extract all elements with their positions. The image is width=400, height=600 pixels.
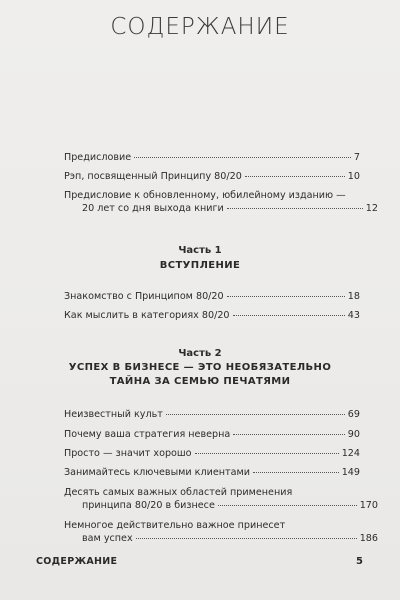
toc-entry-simple-is-good[interactable] [64, 447, 360, 460]
toc-entry-page: 170 [359, 500, 378, 511]
running-footer: СОДЕРЖАНИЕ [36, 556, 118, 567]
toc-entry-page: 124 [341, 448, 360, 459]
toc-entry-label: Десять самых важных областей применения [64, 487, 293, 498]
dot-leader [245, 176, 345, 177]
page-number: 5 [356, 556, 363, 567]
toc-entry-page: 12 [365, 203, 378, 214]
dot-leader [253, 472, 339, 473]
toc-entry-label: Как мыслить в категориях 80/20 [64, 310, 230, 321]
part-2-title-line-2: ТАЙНА ЗА СЕМЬЮ ПЕЧАТЯМИ [109, 376, 291, 387]
toc-entry-page: 18 [347, 291, 360, 302]
part-1-label: Часть 1 [178, 245, 222, 256]
toc-entry-page: 43 [347, 310, 360, 321]
toc-entry-preface[interactable] [64, 151, 360, 164]
toc-entry-page: 90 [347, 429, 360, 440]
dot-leader [136, 538, 357, 539]
toc-entry-label-continuation: принципа 80/20 в бизнесе [82, 500, 215, 511]
part-2-title-line-1: УСПЕХ В БИЗНЕСЕ — ЭТО НЕОБЯЗАТЕЛЬНО [68, 362, 332, 373]
toc-entry-label-continuation: 20 лет со дня выхода книги [82, 203, 224, 214]
toc-entry-label-continuation: вам успех [82, 533, 133, 544]
toc-entry-label: Предисловие к обновленному, юбилейному изданию — [64, 190, 346, 201]
toc-entry-page: 149 [341, 467, 360, 478]
toc-entry-page: 186 [359, 533, 378, 544]
toc-entry-label: Знакомство с Принципом 80/20 [64, 291, 224, 302]
toc-entry-label: Предисловие [64, 152, 132, 163]
toc-entry-label: Немногое действительно важное принесет [64, 520, 286, 531]
dot-leader [166, 414, 345, 415]
toc-entry-page: 7 [353, 152, 360, 163]
part-1-title: ВСТУПЛЕНИЕ [159, 260, 241, 271]
toc-entry-vital-few[interactable] [64, 519, 378, 545]
toc-entry-label: Просто — значит хорошо [64, 448, 192, 459]
toc-entry-introduction[interactable] [64, 290, 360, 303]
toc-entry-label: Неизвестный культ [64, 409, 163, 420]
dot-leader [134, 157, 351, 158]
toc-entry-label: Почему ваша стратегия неверна [64, 429, 231, 440]
dot-leader [233, 315, 345, 316]
toc-entry-key-clients[interactable] [64, 466, 360, 479]
toc-entry-strategy-wrong[interactable] [64, 428, 360, 441]
dot-leader [233, 434, 345, 435]
toc-entry-ten-areas[interactable] [64, 486, 378, 512]
dot-leader [195, 453, 339, 454]
dot-leader [227, 208, 363, 209]
toc-entry-label: Занимайтесь ключевыми клиентами [64, 467, 250, 478]
dot-leader [227, 296, 345, 297]
toc-entry-unknown-cult[interactable] [64, 408, 360, 421]
toc-entry-rap[interactable] [64, 170, 360, 183]
toc-entry-page: 69 [347, 409, 360, 420]
toc-entry-think-80-20[interactable] [64, 309, 360, 322]
part-2-label: Часть 2 [178, 348, 222, 359]
dot-leader [218, 505, 357, 506]
page-title: СОДЕРЖАНИЕ [110, 14, 290, 40]
toc-entry-page: 10 [347, 171, 360, 182]
toc-entry-anniversary-preface[interactable] [64, 189, 378, 215]
toc-entry-label: Рэп, посвященный Принципу 80/20 [64, 171, 242, 182]
